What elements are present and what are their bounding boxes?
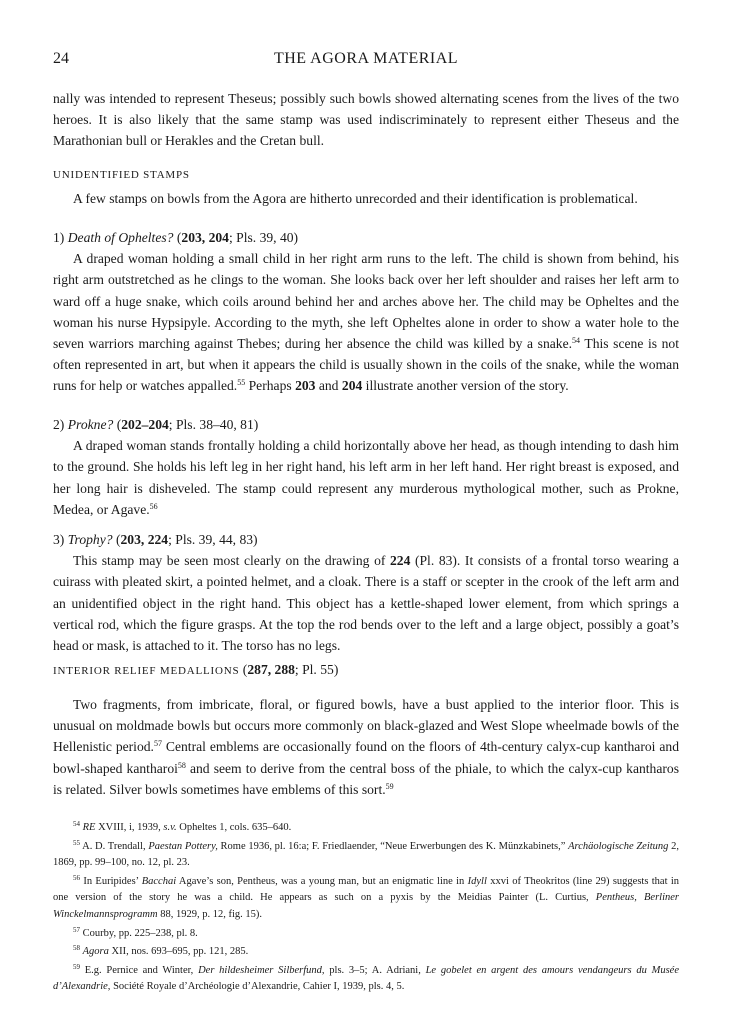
page-number: 24 — [53, 50, 69, 67]
catalogue-ref: 203, 224 — [120, 532, 169, 547]
section-heading-medallions: INTERIOR RELIEF MEDALLIONS — [53, 665, 240, 677]
medallions-text: Two fragments, from imbricate, floral, or figured bowls, have a bust applied to the interior floor. This is unusual on moldmade bowls but occurs more commonly on black-glazed and West Slope wheelmade bowls of the Hellenistic period.$^{57}$ Central emblems are occasionally found on the floors of 4th-century calyx-cup kantharoi and bowl-shaped kantharoi$^{58}$ and seem to derive from the central boss of the phiale, to which the calyx-cup kantharos is related. Silver bowls sometimes have emblems of this sort.$^{59}$ — [53, 697, 679, 797]
footnote-ref: 56 — [149, 501, 158, 511]
stamp-item-3-text: This stamp may be seen most clearly on the drawing of 224 (Pl. 83). It consists of a frontal torso wearing a cuirass with pleated skirt, a pointed helmet, and a cloak. There is a staff or scepter in the crook of the left arm and an unidentified object in the right hand. This object has a kettle-shaped lower element, from which springs a vertical rod, which the figure grasps. At the top the rod bends over to the left and a large object, possibly a goat’s head or mask, is attached to it. The torso has no legs. — [53, 553, 679, 654]
catalogue-ref: 287, 288 — [247, 662, 295, 677]
unidentified-lead: A few stamps on bowls from the Agora are hitherto unrecorded and their identification is problematical. — [73, 191, 638, 206]
footnote-56: $^{56}$ In Euripides’ Bacchai Agave’s son, Pentheus, was a young man, but an enigmatic line in Idyll xxvi of Theokritos (line 29) suggests that in one version of the story he was a child. He appears as such on a pyxis by the Meidias Painter (L. Curtius, Pentheus, Berliner Winckelmannsprogramm 88, 1929, p. 12, fig. 15). — [53, 873, 679, 920]
stamp-item-3-heading: 3) Trophy? (203, 224; Pls. 39, 44, 83) — [53, 532, 258, 547]
footnote-59: $^{59}$ E.g. Pernice and Winter, Der hildesheimer Silberfund, pls. 3–5; A. Adriani, Le gobelet en argent des amours vendangeurs du Musée d’Alexandrie, Société Royale d’Archéologie d’Alexandrie, Cahier I, 1939, pls. 4, 5. — [53, 962, 680, 993]
stamp-item-3-title: Trophy? — [67, 532, 113, 547]
medallions-text-block — [53, 694, 679, 800]
unidentified-lead-block — [53, 188, 679, 209]
stamp-item-2 — [53, 414, 679, 520]
footnote-58: $^{58}$ Agora XII, nos. 693–695, pp. 121, 285. — [73, 944, 249, 958]
catalogue-ref: 203, 204 — [181, 230, 229, 245]
stamp-item-1-title: Death of Opheltes? — [67, 230, 174, 245]
footnote-ref: 57 — [153, 739, 162, 749]
stamp-item-3 — [53, 529, 679, 656]
medallions-section — [53, 659, 679, 682]
catalogue-ref: 202–204 — [121, 417, 169, 432]
stamp-item-1-heading: 1) Death of Opheltes? (203, 204; Pls. 39, 40) — [53, 230, 299, 245]
footnote-55: $^{55}$ A. D. Trendall, Paestan Pottery, Rome 1936, pl. 16:a; F. Friedlaender, “Neue Erwerbungen des K. Münzkabinets,” Archäologische Zeitung 2, 1869, pp. 99–100, no. 12, pl. 23. — [53, 838, 680, 869]
running-header — [53, 50, 679, 72]
footnote-54: $^{54}$ RE XVIII, i, 1939, s.v. Opheltes 1, cols. 635–640. — [73, 820, 292, 833]
footnote-57: $^{57}$ Courby, pp. 225–238, pl. 8. — [73, 925, 198, 939]
stamp-item-2-text: A draped woman stands frontally holding a child horizontally above her head, as though intending to dash him to the ground. She holds his left leg in her right hand, his left arm in her left hand. Her right breast is exposed, and her long hair is disheveled. The stamp could represent any murderous mythological mother, such as Prokne, Medea, or Agave.$^{56}$ — [53, 438, 679, 517]
stamp-item-1 — [53, 227, 679, 397]
intro-block — [53, 88, 679, 152]
footnote-ref: 55 — [237, 378, 246, 388]
footnote-ref: 54 — [572, 336, 581, 346]
stamp-item-2-title: Prokne? — [67, 417, 114, 432]
intro-paragraph: nally was intended to represent Theseus; possibly such bowls showed alternating scenes from the lives of the two heroes. It is also likely that the same stamp was used indiscriminately to represent either Theseus and the Marathonian bull or Herakles and the Cretan bull. — [53, 91, 679, 149]
unidentified-section — [53, 163, 679, 186]
footnote-ref: 58 — [177, 760, 186, 770]
footnote-ref: 59 — [385, 781, 394, 791]
stamp-item-2-heading: 2) Prokne? (202–204; Pls. 38–40, 81) — [53, 417, 259, 432]
footnotes — [53, 820, 679, 998]
stamp-item-1-text: A draped woman holding a small child in her right arm runs to the left. The child is shown from behind, his right arm outstretched as he clings to the woman. She looks back over her left shoulder and raises her left arm to ward off a huge snake, which coils around behind her and arches above her. The child may be Opheltes and the woman his nurse Hypsipyle. According to the myth, she left Opheltes alone in order to show a water hole to the seven warriors marching against Thebes; during her absence the child was killed by a snake.$^{54}$ This scene is not often represented in art, but when it appears the child is usually shown in the coils of the snake, while the woman runs for help or watches appalled.$^{55}$ Perhaps 203 and 204 illustrate another version of the story. — [53, 251, 680, 394]
medallions-heading: INTERIOR RELIEF MEDALLIONS (287, 288; Pl. 55) — [53, 662, 339, 677]
running-title: THE AGORA MATERIAL — [273, 50, 459, 67]
section-heading-unidentified: UNIDENTIFIED STAMPS — [53, 169, 190, 181]
